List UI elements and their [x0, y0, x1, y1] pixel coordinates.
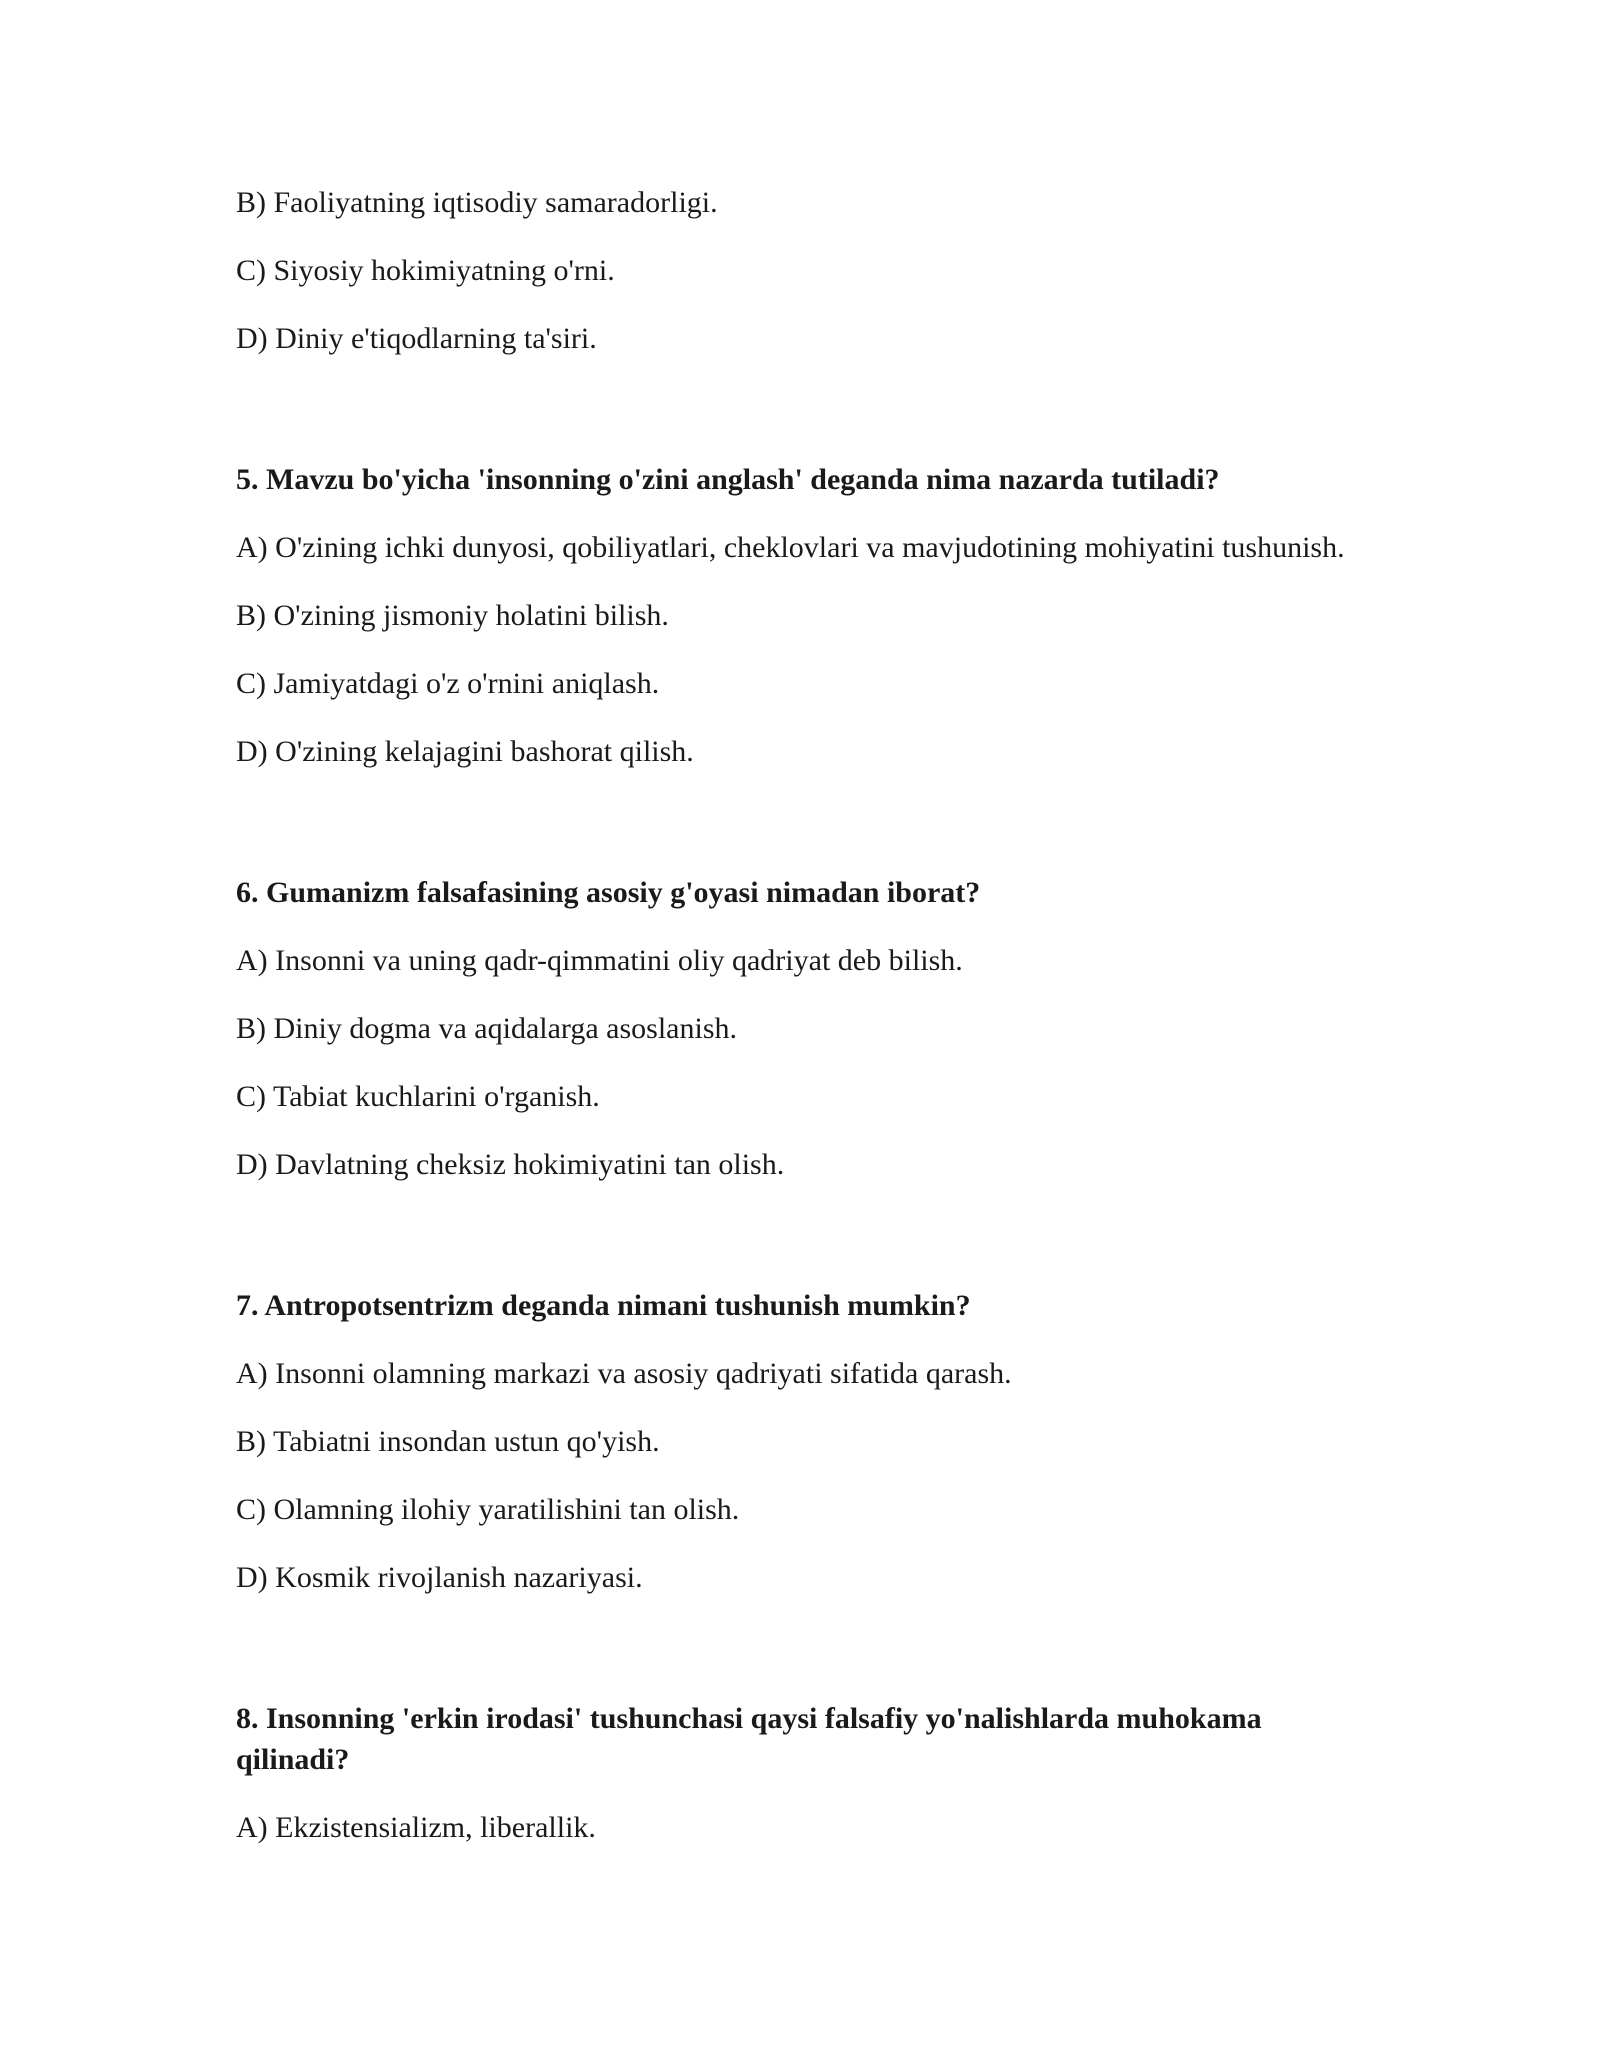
option-d: D) O'zining kelajagini bashorat qilish. — [236, 735, 694, 768]
option-b: B) Diniy dogma va aqidalarga asoslanish. — [236, 1012, 738, 1045]
continued-question-options — [236, 182, 1366, 359]
option-a: A) O'zining ichki dunyosi, qobiliyatlari, cheklovlari va mavjudotining mohiyatini tushunish. — [236, 531, 1345, 564]
option-c: C) Jamiyatdagi o'z o'rnini aniqlash. — [236, 667, 660, 700]
option-c: C) Siyosiy hokimiyatning o'rni. — [236, 254, 615, 287]
question-6 — [236, 872, 1366, 1185]
option-c: C) Olamning ilohiy yaratilishini tan olish. — [236, 1493, 740, 1526]
option-b: B) O'zining jismoniy holatini bilish. — [236, 599, 669, 632]
question-title: 6. Gumanizm falsafasining asosiy g'oyasi nimadan iborat? — [236, 876, 981, 909]
question-7 — [236, 1285, 1366, 1598]
question-title: 7. Antropotsentrizm deganda nimani tushunish mumkin? — [236, 1289, 971, 1322]
option-a: A) Insonni olamning markazi va asosiy qadriyati sifatida qarash. — [236, 1357, 1012, 1390]
question-title: 5. Mavzu bo'yicha 'insonning o'zini anglash' deganda nima nazarda tutiladi? — [236, 463, 1220, 496]
option-a: A) Ekzistensializm, liberallik. — [236, 1811, 596, 1844]
option-c: C) Tabiat kuchlarini o'rganish. — [236, 1080, 600, 1113]
question-8 — [236, 1698, 1366, 1848]
option-d: D) Davlatning cheksiz hokimiyatini tan olish. — [236, 1148, 785, 1181]
option-a: A) Insonni va uning qadr-qimmatini oliy qadriyat deb bilish. — [236, 944, 963, 977]
option-d: D) Diniy e'tiqodlarning ta'siri. — [236, 322, 597, 355]
question-5 — [236, 459, 1366, 772]
option-b: B) Tabiatni insondan ustun qo'yish. — [236, 1425, 660, 1458]
document-page — [236, 182, 1366, 1875]
option-b: B) Faoliyatning iqtisodiy samaradorligi. — [236, 186, 718, 219]
option-d: D) Kosmik rivojlanish nazariyasi. — [236, 1561, 643, 1594]
question-title: 8. Insonning 'erkin irodasi' tushunchasi qaysi falsafiy yo'nalishlarda muhokama qilinadi? — [236, 1702, 1262, 1776]
